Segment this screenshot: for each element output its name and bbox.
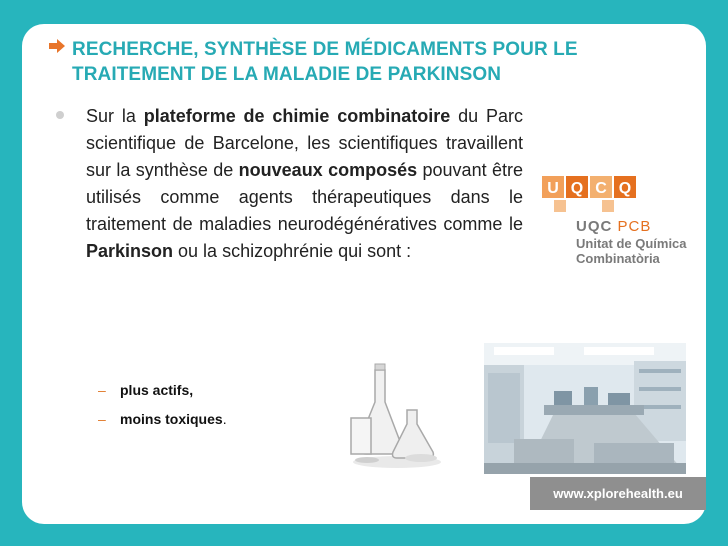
logo-subtitle bbox=[576, 236, 687, 266]
sub-item-label: plus actifs, bbox=[120, 382, 194, 398]
logo-tile-letter: U bbox=[547, 180, 559, 197]
sub-dash: – bbox=[98, 411, 106, 427]
logo-name-main: UQC bbox=[576, 218, 613, 235]
body-text-2: du Parc scientifique de Barcelone, les scientifiques travaillent sur la synthèse de bbox=[86, 106, 523, 180]
body-text-1: Sur la bbox=[86, 106, 144, 126]
logo-tile-letter: Q bbox=[618, 180, 632, 197]
logo-subtitle-line-2: Combinatòria bbox=[576, 251, 660, 266]
body-bold-parkinson: Parkinson bbox=[86, 241, 174, 261]
body-bold-platform: plateforme de chimie combinatoire bbox=[143, 106, 451, 126]
sub-item-more-active bbox=[98, 380, 193, 400]
logo-name bbox=[576, 218, 651, 235]
website-badge bbox=[530, 477, 706, 510]
title-line-1: RECHERCHE, SYNTHÈSE DE MÉDICAMENTS POUR LE bbox=[72, 39, 578, 60]
logo-tiles-icon bbox=[540, 172, 644, 214]
title-line-2: TRAITEMENT DE LA MALADIE DE PARKINSON bbox=[72, 64, 502, 85]
laboratory-photo bbox=[484, 343, 686, 474]
logo-tile-letter: C bbox=[595, 180, 607, 197]
logo-name-suffix: PCB bbox=[617, 218, 652, 235]
body-bold-compounds: nouveaux composés bbox=[238, 160, 418, 180]
sub-item-label: moins toxiques bbox=[120, 411, 223, 427]
sub-dash: – bbox=[98, 382, 106, 398]
uqc-pcb-logo bbox=[540, 172, 700, 272]
sub-item-suffix: . bbox=[222, 411, 227, 427]
dot-bullet-icon bbox=[56, 111, 64, 119]
lab-glassware-image bbox=[345, 358, 445, 470]
body-text-4: ou la schizophrénie qui sont : bbox=[173, 241, 412, 261]
logo-subtitle-line-1: Unitat de Química bbox=[576, 236, 687, 251]
slide-title bbox=[72, 37, 632, 87]
website-url: www.xplorehealth.eu bbox=[553, 486, 683, 501]
body-paragraph bbox=[86, 103, 523, 265]
arrow-right-icon bbox=[48, 38, 66, 54]
sub-item-less-toxic bbox=[98, 409, 227, 429]
logo-tile-letter: Q bbox=[570, 180, 584, 197]
body-text-3: pouvant être utilisés comme agents thérapeutiques dans le traitement de maladies neurodégénératives comme le bbox=[86, 160, 523, 234]
